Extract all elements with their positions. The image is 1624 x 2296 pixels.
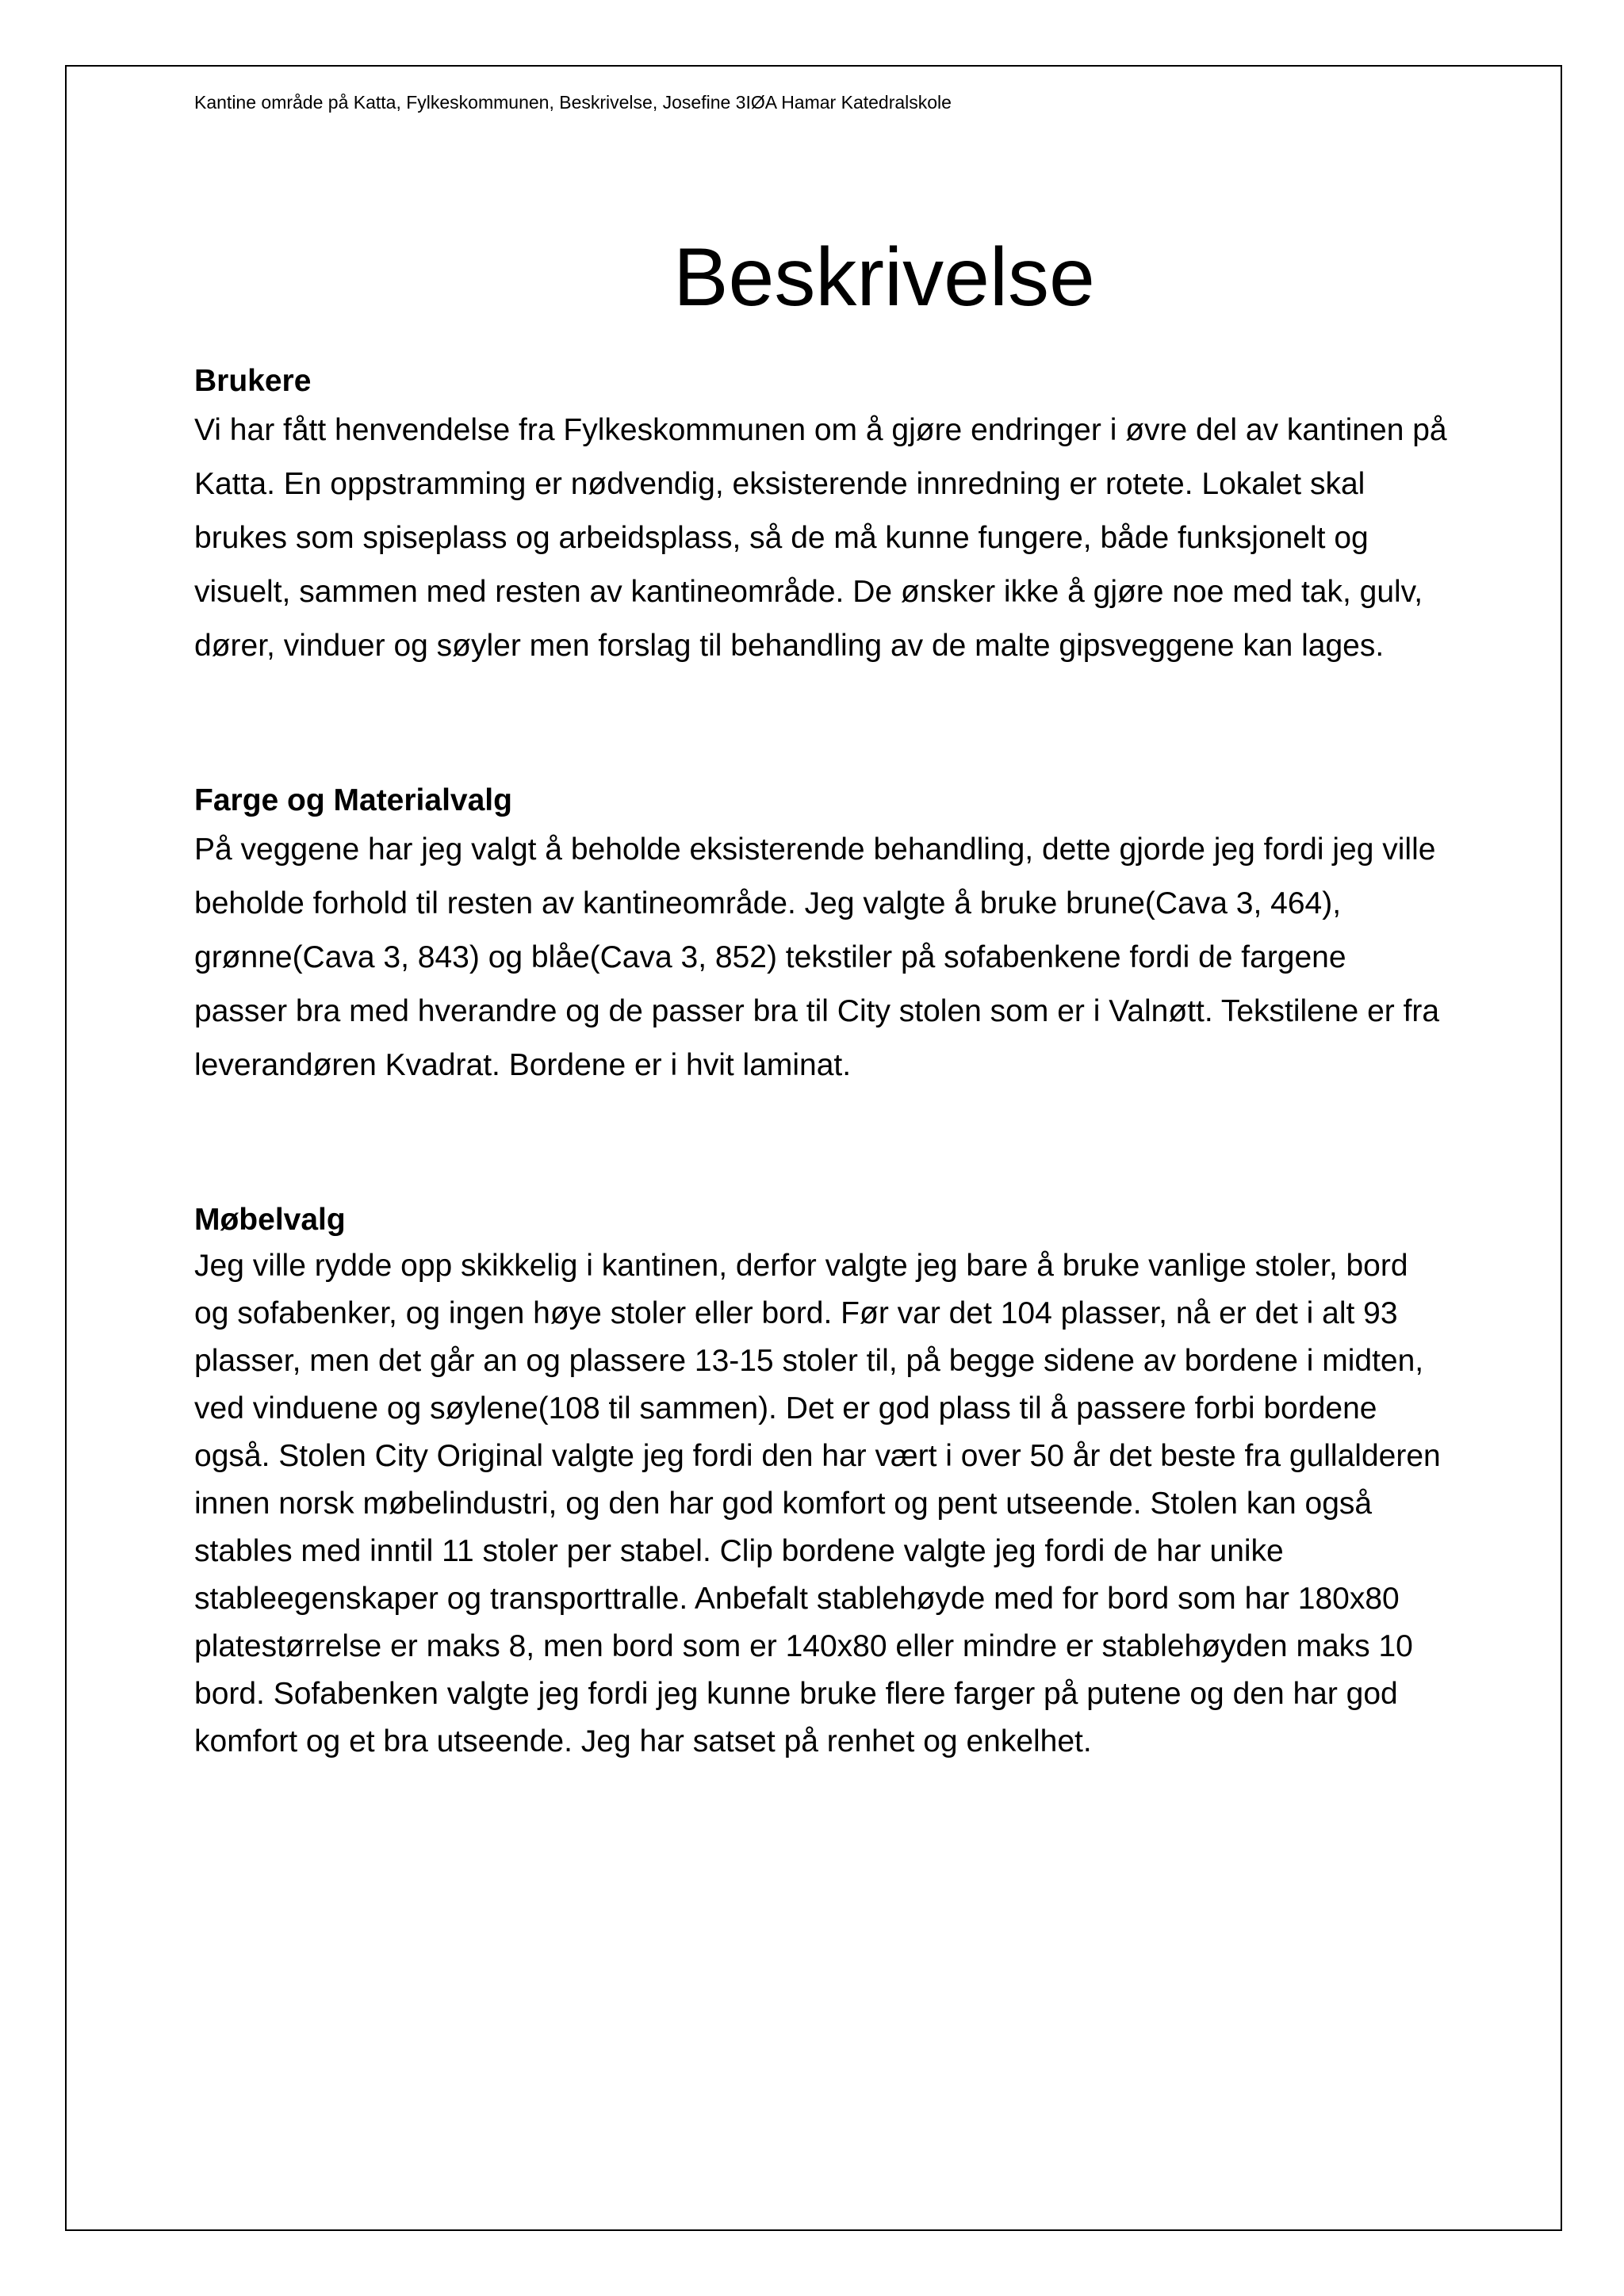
- section-body-farge-og-materialvalg: På veggene har jeg valgt å beholde eksisterende behandling, dette gjorde jeg fordi jeg ville beholde forhold til resten av kantineområde. Jeg valgte å bruke brune(Cava 3, 464), grønne(Cava 3, 843) og blåe(Cava 3, 852) tekstiler på sofabenkene fordi de fargene passer bra med hverandre og de passer bra til City stolen som er i Valnøtt. Tekstilene er fra leverandøren Kvadrat. Bordene er i hvit laminat.: [194, 832, 1440, 1082]
- section-body-brukere: Vi har fått henvendelse fra Fylkeskommunen om å gjøre endringer i øvre del av kantinen på Katta. En oppstramming er nødvendig, eksisterende innredning er rotete. Lokalet skal brukes som spiseplass og arbeidsplass, så de må kunne fungere, både funksjonelt og visuelt, sammen med resten av kantineområde. De ønsker ikke å gjøre noe med tak, gulv, dører, vinduer og søyler men forslag til behandling av de malte gipsveggene kan lages.: [194, 413, 1447, 663]
- section-brukere: [194, 359, 1447, 673]
- section-body-mobelvalg: Jeg ville rydde opp skikkelig i kantinen, derfor valgte jeg bare å bruke vanlige stoler, bord og sofabenker, og ingen høye stoler eller bord. Før var det 104 plasser, nå er det i alt 93 plasser, men det går an og plassere 13-15 stoler til, på begge sidene av bordene i midten, ved vinduene og søylene(108 til sammen). Det er god plass til å passere forbi bordene også. Stolen City Original valgte jeg fordi den har vært i over 50 år det beste fra gullalderen innen norsk møbelindustri, og den har god komfort og pent utseende. Stolen kan også stables med inntil 11 stoler per stabel. Clip bordene valgte jeg fordi de har unike stableegenskaper og transporttralle. Anbefalt stablehøyde med for bord som har 180x80 platestørrelse er maks 8, men bord som er 140x80 eller mindre er stablehøyden maks 10 bord. Sofabenken valgte jeg fordi jeg kunne bruke flere farger på putene og den har god komfort og et bra utseende. Jeg har satset på renhet og enkelhet.: [194, 1249, 1441, 1758]
- page-title: Beskrivelse: [673, 232, 1095, 323]
- document-header: Kantine område på Katta, Fylkeskommunen, Beskrivelse, Josefine 3IØA Hamar Katedralskole: [194, 92, 952, 113]
- section-farge-og-materialvalg: [194, 779, 1447, 1093]
- section-heading-farge-og-materialvalg: Farge og Materialvalg: [194, 783, 512, 817]
- section-mobelvalg: [194, 1198, 1447, 1766]
- section-heading-mobelvalg: Møbelvalg: [194, 1203, 346, 1237]
- section-heading-brukere: Brukere: [194, 364, 312, 398]
- document-content: [194, 90, 1447, 1766]
